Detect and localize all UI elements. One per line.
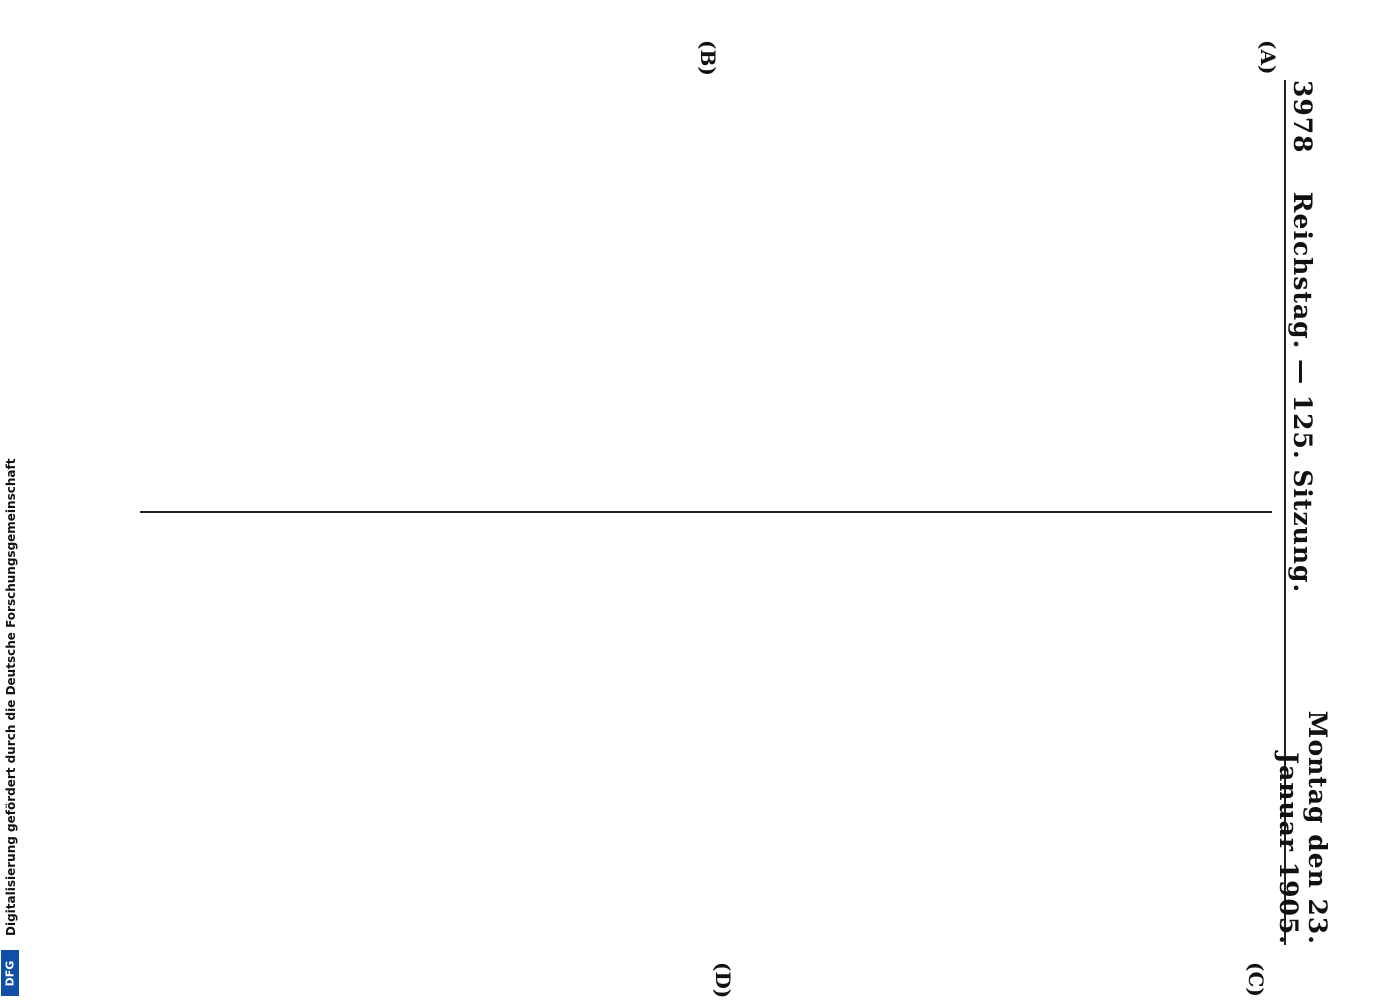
digitization-credit-text: Digitalisierung gefördert durch die Deutsche Forschungsgemeinschaft (4, 458, 18, 936)
margin-mark-c: (C) (1244, 962, 1268, 997)
left-column (140, 80, 1272, 495)
session-title: Reichstag. — 125. Sitzung. (1288, 191, 1318, 594)
session-date: Montag den 23. Januar 1905. (1274, 710, 1332, 945)
margin-mark-d: (D) (711, 962, 735, 999)
column-divider (140, 511, 1272, 513)
dfg-logo (1, 950, 19, 996)
dfg-logo-text: DFG (3, 960, 17, 986)
digitization-credit (2, 76, 18, 936)
running-head (1274, 80, 1332, 945)
page-number: 3978 (1288, 80, 1318, 154)
margin-mark-a: (A) (1256, 40, 1280, 75)
scanned-page-area (80, 0, 1380, 1000)
protocol-page (80, 0, 1380, 1000)
margin-mark-b: (B) (696, 40, 720, 76)
right-column (140, 530, 1272, 945)
